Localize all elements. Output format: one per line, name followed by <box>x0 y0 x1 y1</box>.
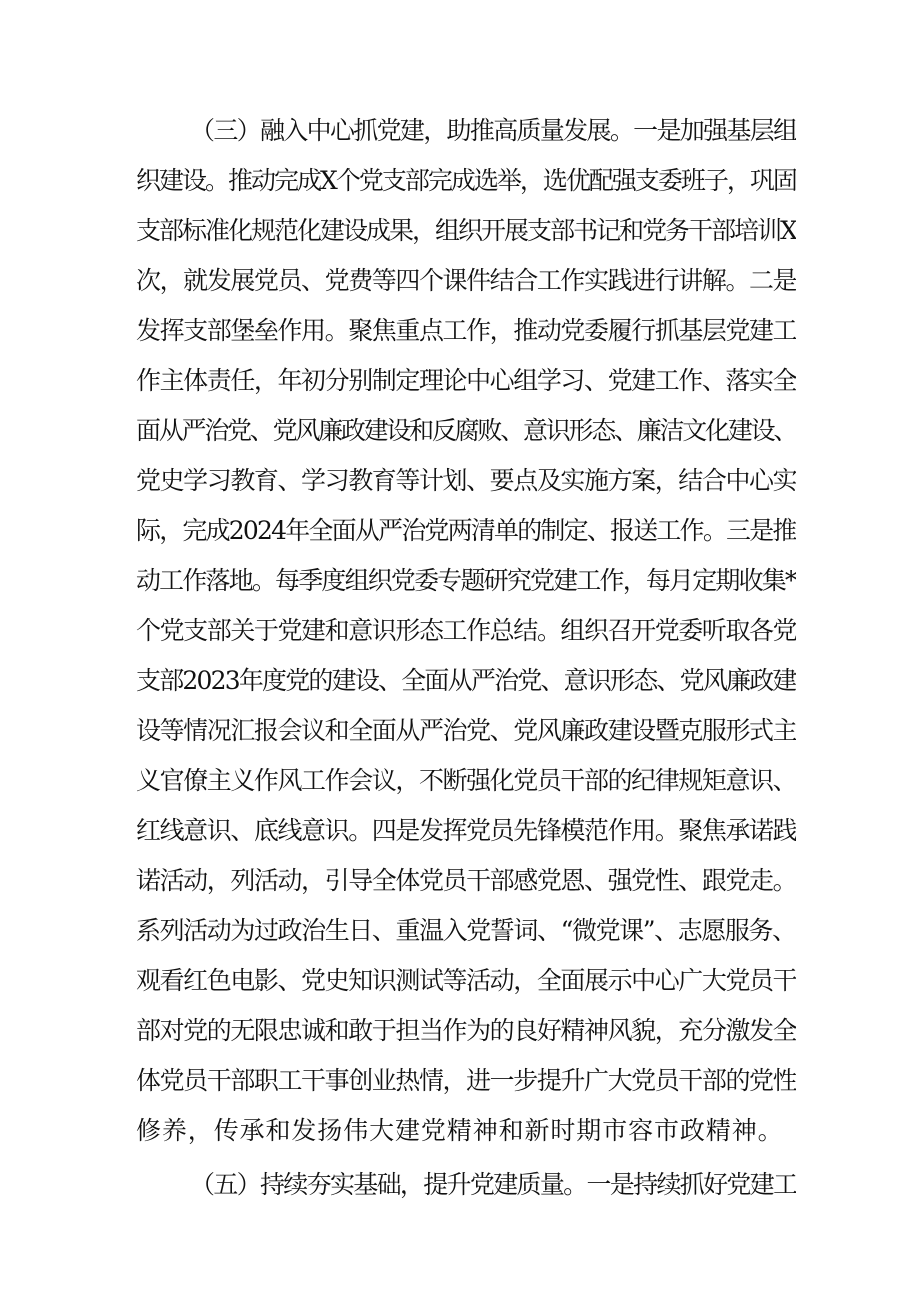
paragraph-1-line-16: 诺活动，列活动，引导全体党员干部感党恩、强党性、跟党走。 <box>136 866 796 895</box>
paragraph-1-line-7: 面从严治党、党风廉政建设和反腐败、意识形态、廉洁文化建设、 <box>136 416 796 445</box>
paragraph-1-line-21: 修养，传承和发扬伟大建党精神和新时期市容市政精神。 <box>136 1116 784 1145</box>
paragraph-1-line-14: 义官僚主义作风工作会议，不断强化党员干部的纪律规矩意识、 <box>136 766 796 795</box>
paragraph-1-line-4: 次，就发展党员、党费等四个课件结合工作实践进行讲解。二是 <box>136 266 796 295</box>
paragraph-1-line-20: 体党员干部职工干事创业热情，进一步提升广大党员干部的党性 <box>136 1066 796 1095</box>
paragraph-1-line-17: 系列活动为过政治生日、重温入党誓词、“微党课”、志愿服务、 <box>136 916 796 945</box>
paragraph-1-line-3: 支部标准化规范化建设成果，组织开展支部书记和党务干部培训X <box>136 216 796 245</box>
paragraph-1-line-6: 作主体责任，年初分别制定理论中心组学习、党建工作、落实全 <box>136 366 796 395</box>
paragraph-1-line-12: 支部2023年度党的建设、全面从严治党、意识形态、党风廉政建 <box>136 666 796 695</box>
paragraph-1-line-18: 观看红色电影、党史知识测试等活动，全面展示中心广大党员干 <box>136 966 796 995</box>
paragraph-2-line-1: （五）持续夯实基础，提升党建质量。一是持续抓好党建工 <box>190 1170 796 1199</box>
paragraph-1-line-1: （三）融入中心抓党建，助推高质量发展。一是加强基层组 <box>190 116 796 145</box>
paragraph-1-line-9: 际，完成2024年全面从严治党两清单的制定、报送工作。三是推 <box>136 516 796 545</box>
paragraph-1-line-11: 个党支部关于党建和意识形态工作总结。组织召开党委听取各党 <box>136 616 796 645</box>
paragraph-1-line-10: 动工作落地。每季度组织党委专题研究党建工作，每月定期收集* <box>136 566 796 595</box>
paragraph-1-line-5: 发挥支部堡垒作用。聚焦重点工作，推动党委履行抓基层党建工 <box>136 316 796 345</box>
paragraph-1-line-15: 红线意识、底线意识。四是发挥党员先锋模范作用。聚焦承诺践 <box>136 816 796 845</box>
paragraph-1-line-19: 部对党的无限忠诚和敢于担当作为的良好精神风貌，充分激发全 <box>136 1016 796 1045</box>
paragraph-1-line-8: 党史学习教育、学习教育等计划、要点及实施方案，结合中心实 <box>136 466 796 495</box>
paragraph-1-line-13: 设等情况汇报会议和全面从严治党、党风廉政建设暨克服形式主 <box>136 716 796 745</box>
paragraph-1-line-2: 织建设。推动完成X个党支部完成选举，选优配强支委班子，巩固 <box>136 166 796 195</box>
